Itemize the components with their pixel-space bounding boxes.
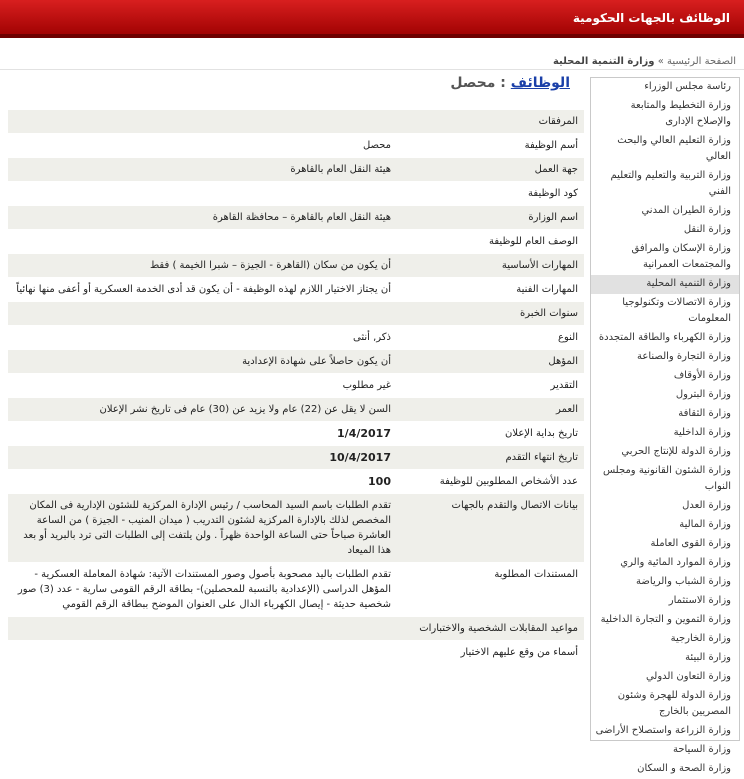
sidebar-item[interactable]: وزارة التموين و التجارة الداخلية xyxy=(600,614,731,625)
table-row xyxy=(8,494,584,563)
field-label: النوع xyxy=(397,326,584,350)
header-shadow xyxy=(0,34,744,38)
field-label: جهة العمل xyxy=(397,158,584,182)
sidebar-item[interactable]: وزارة الدولة للهجرة وشئون المصريين بالخارج xyxy=(617,690,731,717)
sidebar-item[interactable]: وزارة المالية xyxy=(679,519,731,530)
field-value: محصل xyxy=(8,134,397,158)
field-value xyxy=(8,302,397,326)
field-value xyxy=(8,182,397,206)
divider xyxy=(0,69,744,70)
field-value xyxy=(8,230,397,254)
sidebar-item[interactable]: وزارة التعليم العالي والبحث العالي xyxy=(617,135,731,162)
field-label: تاريخ انتهاء التقدم xyxy=(397,446,584,470)
field-label: المهارات الأساسية xyxy=(397,254,584,278)
field-label: المؤهل xyxy=(397,350,584,374)
table-row xyxy=(8,398,584,422)
sidebar-item[interactable]: وزارة النقل xyxy=(683,224,731,235)
field-value: 10/4/2017 xyxy=(8,446,397,470)
table-row xyxy=(8,641,584,665)
field-value: 1/4/2017 xyxy=(8,422,397,446)
table-row xyxy=(8,254,584,278)
sidebar-item[interactable]: وزارة البترول xyxy=(675,389,731,400)
title-separator: : xyxy=(500,75,506,91)
header-title: الوظائف بالجهات الحكومية xyxy=(572,11,730,25)
sidebar-item[interactable]: وزارة الشباب والرياضة xyxy=(636,576,731,587)
breadcrumb-home[interactable]: الصفحة الرئيسية xyxy=(667,56,736,67)
sidebar-item[interactable]: وزارة السياحة xyxy=(672,744,731,755)
table-row xyxy=(8,206,584,230)
field-value xyxy=(8,641,397,665)
sidebar-item[interactable]: وزارة التخطيط والمتابعة والإصلاح الإدارى xyxy=(630,100,731,127)
field-label: الوصف العام للوظيفة xyxy=(397,230,584,254)
sidebar-item[interactable]: وزارة البيئة xyxy=(685,652,731,663)
sidebar-item[interactable]: وزارة الكهرباء والطاقة المتجددة xyxy=(598,332,731,343)
sidebar-item[interactable]: وزارة القوى العاملة xyxy=(650,538,731,549)
field-label: مواعيد المقابلات الشخصية والاختبارات xyxy=(397,617,584,641)
table-row xyxy=(8,563,584,617)
sidebar-item[interactable]: وزارة التعاون الدولي xyxy=(645,671,731,682)
sidebar-item[interactable]: وزارة الاستثمار xyxy=(668,595,731,606)
table-row xyxy=(8,134,584,158)
sidebar-item[interactable]: وزارة الثقافة xyxy=(678,408,731,419)
field-value: هيئة النقل العام بالقاهرة xyxy=(8,158,397,182)
field-label: المرفقات xyxy=(397,110,584,134)
field-value: ذكر, أنثى xyxy=(8,326,397,350)
field-value xyxy=(8,617,397,641)
sidebar-item[interactable]: وزارة الاتصالات وتكنولوجيا المعلومات xyxy=(622,297,731,324)
table-row xyxy=(8,617,584,641)
page-title xyxy=(450,75,570,91)
table-row xyxy=(8,470,584,494)
field-value: غير مطلوب xyxy=(8,374,397,398)
sidebar-item[interactable]: وزارة التجارة والصناعة xyxy=(637,351,731,362)
field-label: كود الوظيفة xyxy=(397,182,584,206)
field-value: أن يجتاز الاختيار اللازم لهذه الوظيفة - أن يكون قد أدى الخدمة العسكرية أو أعفى منها نهائياً xyxy=(8,278,397,302)
field-value: 100 xyxy=(8,470,397,494)
sidebar-item[interactable]: وزارة الخارجية xyxy=(670,633,731,644)
table-row xyxy=(8,278,584,302)
field-label: أسماء من وقع عليهم الاختيار xyxy=(397,641,584,665)
ministries-sidebar xyxy=(590,77,740,774)
sidebar-item[interactable]: وزارة التربية والتعليم والتعليم الفني xyxy=(610,170,731,197)
field-label: تاريخ بداية الإعلان xyxy=(397,422,584,446)
field-value: السن لا يقل عن (22) عام ولا يزيد عن (30) عام فى تاريخ نشر الإعلان xyxy=(8,398,397,422)
sidebar-item[interactable]: وزارة الإسكان والمرافق والمجتمعات العمرانية xyxy=(631,243,731,270)
field-label: العمر xyxy=(397,398,584,422)
field-value: تقدم الطلبات باليد مصحوبة بأصول وصور المستندات الآتية: شهادة المعاملة العسكرية - المؤهل الدراسى (الإعدادية بالنسبة للمحصلين)- بطاقة الرقم القومى سارية - عدد (3) صور شخصية حديثة - إيصال الكهرباء الدال على العنوان الموضح ببطاقة الرقم القومي xyxy=(8,563,397,617)
jobs-link[interactable]: الوظائف xyxy=(510,75,570,91)
sidebar-item[interactable]: رئاسة مجلس الوزراء xyxy=(644,81,731,92)
field-label: المهارات الفنية xyxy=(397,278,584,302)
job-details-table xyxy=(8,109,584,664)
sidebar-item[interactable]: وزارة الشئون القانونية ومجلس النواب xyxy=(602,465,731,492)
sidebar-item[interactable]: وزارة الطيران المدني xyxy=(641,205,731,216)
table-row xyxy=(8,374,584,398)
table-row xyxy=(8,422,584,446)
field-value: أن يكون حاصلاً على شهادة الإعدادية xyxy=(8,350,397,374)
field-value: هيئة النقل العام بالقاهرة – محافظة القاهرة xyxy=(8,206,397,230)
breadcrumb-separator: » xyxy=(657,56,664,67)
table-row xyxy=(8,158,584,182)
sidebar-item[interactable]: وزارة الموارد المائية والري xyxy=(620,557,731,568)
table-row xyxy=(8,182,584,206)
table-row xyxy=(8,350,584,374)
breadcrumb-current: وزارة التنمية المحلية xyxy=(552,56,655,67)
table-row xyxy=(8,110,584,134)
sidebar-item[interactable]: وزارة الزراعة واستصلاح الأراضى xyxy=(595,725,731,736)
field-value xyxy=(8,110,397,134)
table-row xyxy=(8,302,584,326)
sidebar-item[interactable]: وزارة الأوقاف xyxy=(673,370,731,381)
table-row xyxy=(8,230,584,254)
field-label: عدد الأشخاص المطلوبين للوظيفة xyxy=(397,470,584,494)
field-label: سنوات الخبرة xyxy=(397,302,584,326)
job-title: محصل xyxy=(450,75,496,91)
field-label: التقدير xyxy=(397,374,584,398)
sidebar-item[interactable]: وزارة الصحة و السكان xyxy=(637,763,731,774)
field-label: أسم الوظيفة xyxy=(397,134,584,158)
site-header xyxy=(0,0,744,38)
job-details xyxy=(8,109,584,664)
sidebar-item[interactable]: وزارة الداخلية xyxy=(673,427,731,438)
table-row xyxy=(8,326,584,350)
field-label: اسم الوزارة xyxy=(397,206,584,230)
sidebar-item[interactable]: وزارة التنمية المحلية xyxy=(591,275,739,294)
field-label: المستندات المطلوبة xyxy=(397,563,584,617)
table-row xyxy=(8,446,584,470)
field-label: بيانات الاتصال والتقدم بالجهات xyxy=(397,494,584,563)
field-value: أن يكون من سكان (القاهرة - الجيزة – شبرا الخيمة ) فقط xyxy=(8,254,397,278)
field-value: تقدم الطلبات باسم السيد المحاسب / رئيس الإدارة المركزية للشئون الإدارية فى المكان المخصص لذلك بالإدارة المركزية لشئون التدريب ( ميدان المنيب - الجيزة ) من الساعة العاشرة صباحاً حتى الساعة الواحدة ظهراً . ولن يلتفت إلى الطلبات التى ترد بالبريد أو بعد هذا الميعاد xyxy=(8,494,397,563)
sidebar-item[interactable]: وزارة الدولة للإنتاج الحربي xyxy=(621,446,731,457)
breadcrumb xyxy=(553,56,736,67)
sidebar-item[interactable]: وزارة العدل xyxy=(682,500,731,511)
